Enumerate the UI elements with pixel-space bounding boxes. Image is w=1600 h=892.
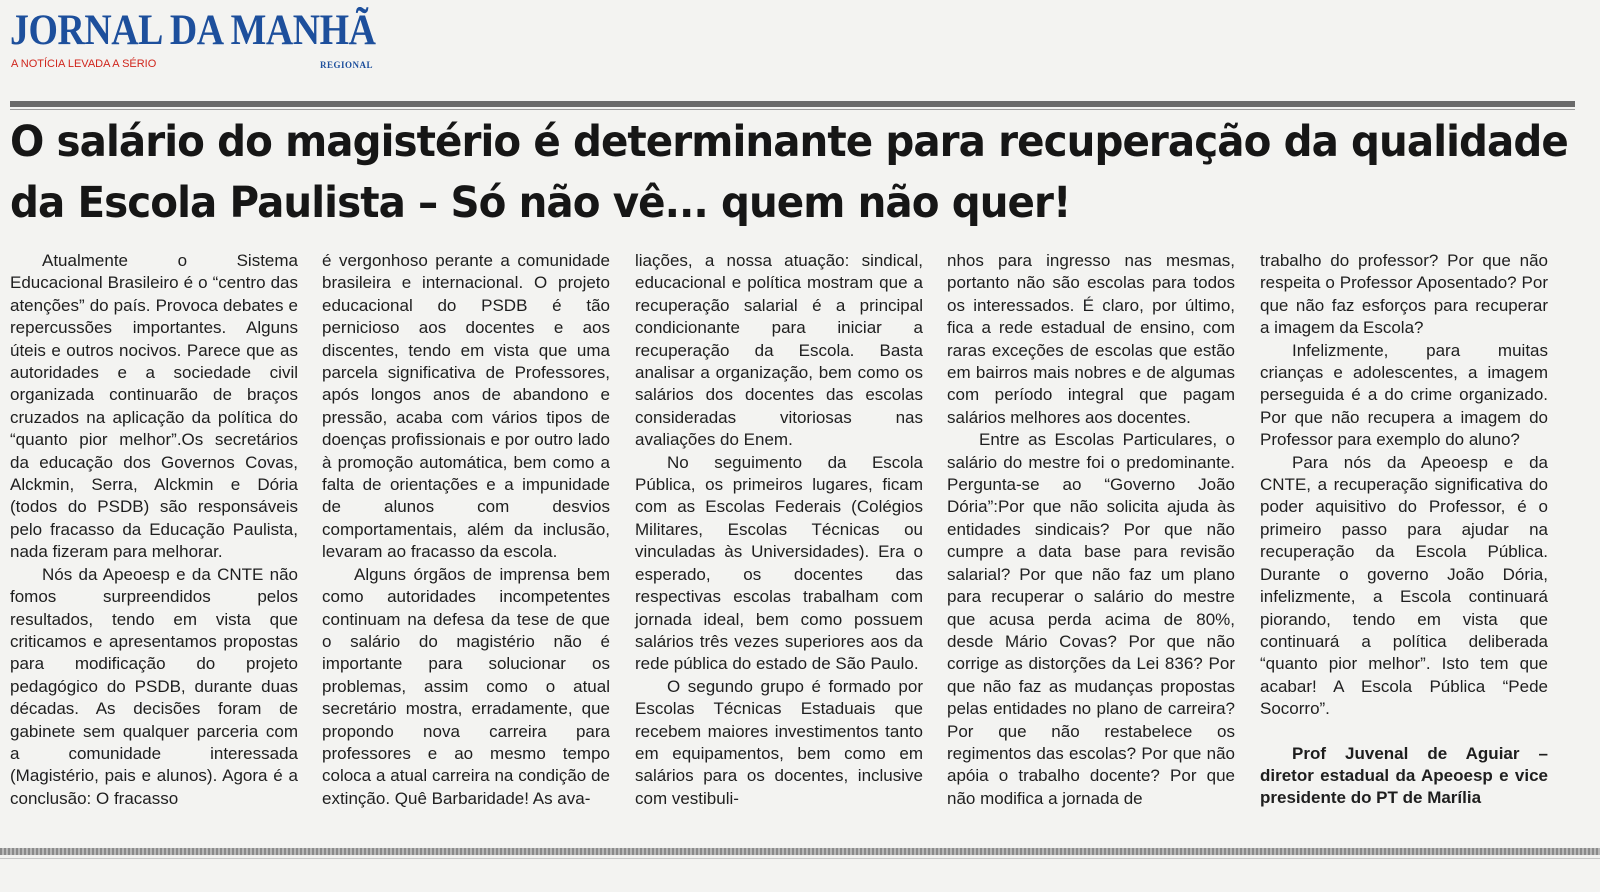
paragraph: Nós da Apeoesp e da CNTE não fomos surpreendidos pelos resultados, tendo em vista que criticamos e apresentamos propostas para modificação do projeto pedagógico do PSDB, durante duas décadas. As decisões foram de gabinete sem qualquer parceria com a comunidade interessada (Magistério, pais e alunos). Agora é a conclusão: O fracasso: [10, 564, 298, 808]
author-signature: Prof Juvenal de Aguiar – diretor estadual da Apeoesp e vice presidente do PT de Marília: [1260, 743, 1548, 808]
paragraph: é vergonhoso perante a comunidade brasileira e internacional. O projeto educacional do PSDB é tão pernicioso aos docentes e aos discentes, tendo em vista que uma parcela significativa de Professores, após longos anos de abandono e pressão, acaba com vários tipos de doenças profissionais e por outro lado à promoção automática, bem como a falta de orientações e a impunidade de alunos com desvios comportamentais, além da inclusão, levaram ao fracasso da escola.: [322, 251, 610, 562]
article-column-4: [947, 250, 1235, 810]
masthead-slogan: A NOTÍCIA LEVADA A SÉRIO: [11, 58, 157, 70]
bottom-divider: [0, 848, 1600, 855]
paragraph: Entre as Escolas Particulares, o salário do mestre foi o predominante. Pergunta-se ao “Governo João Dória”:Por que não solicita ajuda às entidades sindicais? Por que não cumpre a data base para revisão salarial? Por que não faz um plano para recuperar o salário do mestre que acusa perda acima de 80%, desde Mário Covas? Por que não corrige as distorções da Lei 836? Por que não faz as mudanças propostas pelas entidades no plano de carreira? Por que não restabelece os regimentos das escolas? Por que não apóia o trabalho docente? Por que não modifica a jornada de: [947, 430, 1235, 808]
article-column-3: [635, 250, 923, 810]
article-column-2: [322, 250, 610, 810]
headline-line-2: da Escola Paulista – Só não vê... quem não quer!: [10, 178, 1071, 228]
article-column-1: [10, 250, 298, 810]
paragraph: Para nós da Apeoesp e da CNTE, a recuperação significativa do poder aquisitivo do Professor, é o primeiro passo para ajudar na recuperação da Escola Pública. Durante o governo João Dória, infelizmente, a Escola continuará piorando, tendo em vista que continuará a política deliberada “quanto pior melhor”. Isto tem que acabar! A Escola Pública “Pede Socorro”.: [1260, 452, 1548, 719]
paragraph: Atualmente o Sistema Educacional Brasileiro é o “centro das atenções” do país. Provoca debates e repercussões importantes. Alguns úteis e outros nocivos. Parece que as autoridades e a sociedade civil organizada continuarão de braços cruzados na aplicação da política do “quanto pior melhor”.Os secretários da educação dos Governos Covas, Alckmin, Serra, Alckmin e Dória (todos do PSDB) são responsáveis pelo fracasso da Educação Paulista, nada fizeram para melhorar.: [10, 251, 298, 562]
paragraph: Infelizmente, para muitas crianças e adolescentes, a imagem perseguida é a do crime organizado. Por que não recupera a imagem do Professor para exemplo do aluno?: [1260, 340, 1548, 450]
article-column-5: [1260, 250, 1548, 810]
top-divider: [10, 101, 1575, 107]
masthead-edition: REGIONAL: [320, 60, 374, 70]
article-headline: [10, 112, 1568, 234]
masthead-title: JORNAL DA MANHÃ: [10, 7, 376, 54]
bottom-divider-thin: [0, 858, 1600, 859]
paragraph: Alguns órgãos de imprensa bem como autoridades incompetentes continuam na defesa da tese de que o salário do magistério não é importante para solucionar os problemas, assim como o atual secretário mostra, erradamente, que propondo nova carreira para professores e ao mesmo tempo coloca a atual carreira na condição de extinção. Quê Barbaridade! As ava-: [322, 564, 610, 808]
paragraph: No seguimento da Escola Pública, os primeiros lugares, ficam com as Escolas Federais (Colégios Militares, Escolas Técnicas ou vinculadas às Universidades). Era o esperado, os docentes das respectivas escolas trabalham com jornada ideal, bem como possuem salários três vezes superiores aos da rede pública do estado de São Paulo.: [635, 452, 923, 674]
paragraph: O segundo grupo é formado por Escolas Técnicas Estaduais que recebem maiores investimentos tanto em equipamentos, bem como em salários para os docentes, inclusive com vestibuli-: [635, 676, 923, 808]
paragraph: trabalho do professor? Por que não respeita o Professor Aposentado? Por que não faz esforços para recuperar a imagem da Escola?: [1260, 251, 1548, 338]
masthead: [10, 6, 380, 72]
paragraph: liações, a nossa atuação: sindical, educacional e política mostram que a recuperação salarial é a principal condicionante para iniciar a recuperação da Escola. Basta analisar a organização, bem como os salários dos docentes das escolas consideradas vitoriosas nas avaliações do Enem.: [635, 251, 923, 450]
paragraph: nhos para ingresso nas mesmas, portanto não são escolas para todos os interessados. É claro, por último, fica a rede estadual de ensino, com raras exceções de escolas que estão em bairros mais nobres e de algumas com período integral que pagam salários melhores aos docentes.: [947, 251, 1235, 427]
headline-line-1: O salário do magistério é determinante para recuperação da qualidade: [10, 117, 1568, 167]
